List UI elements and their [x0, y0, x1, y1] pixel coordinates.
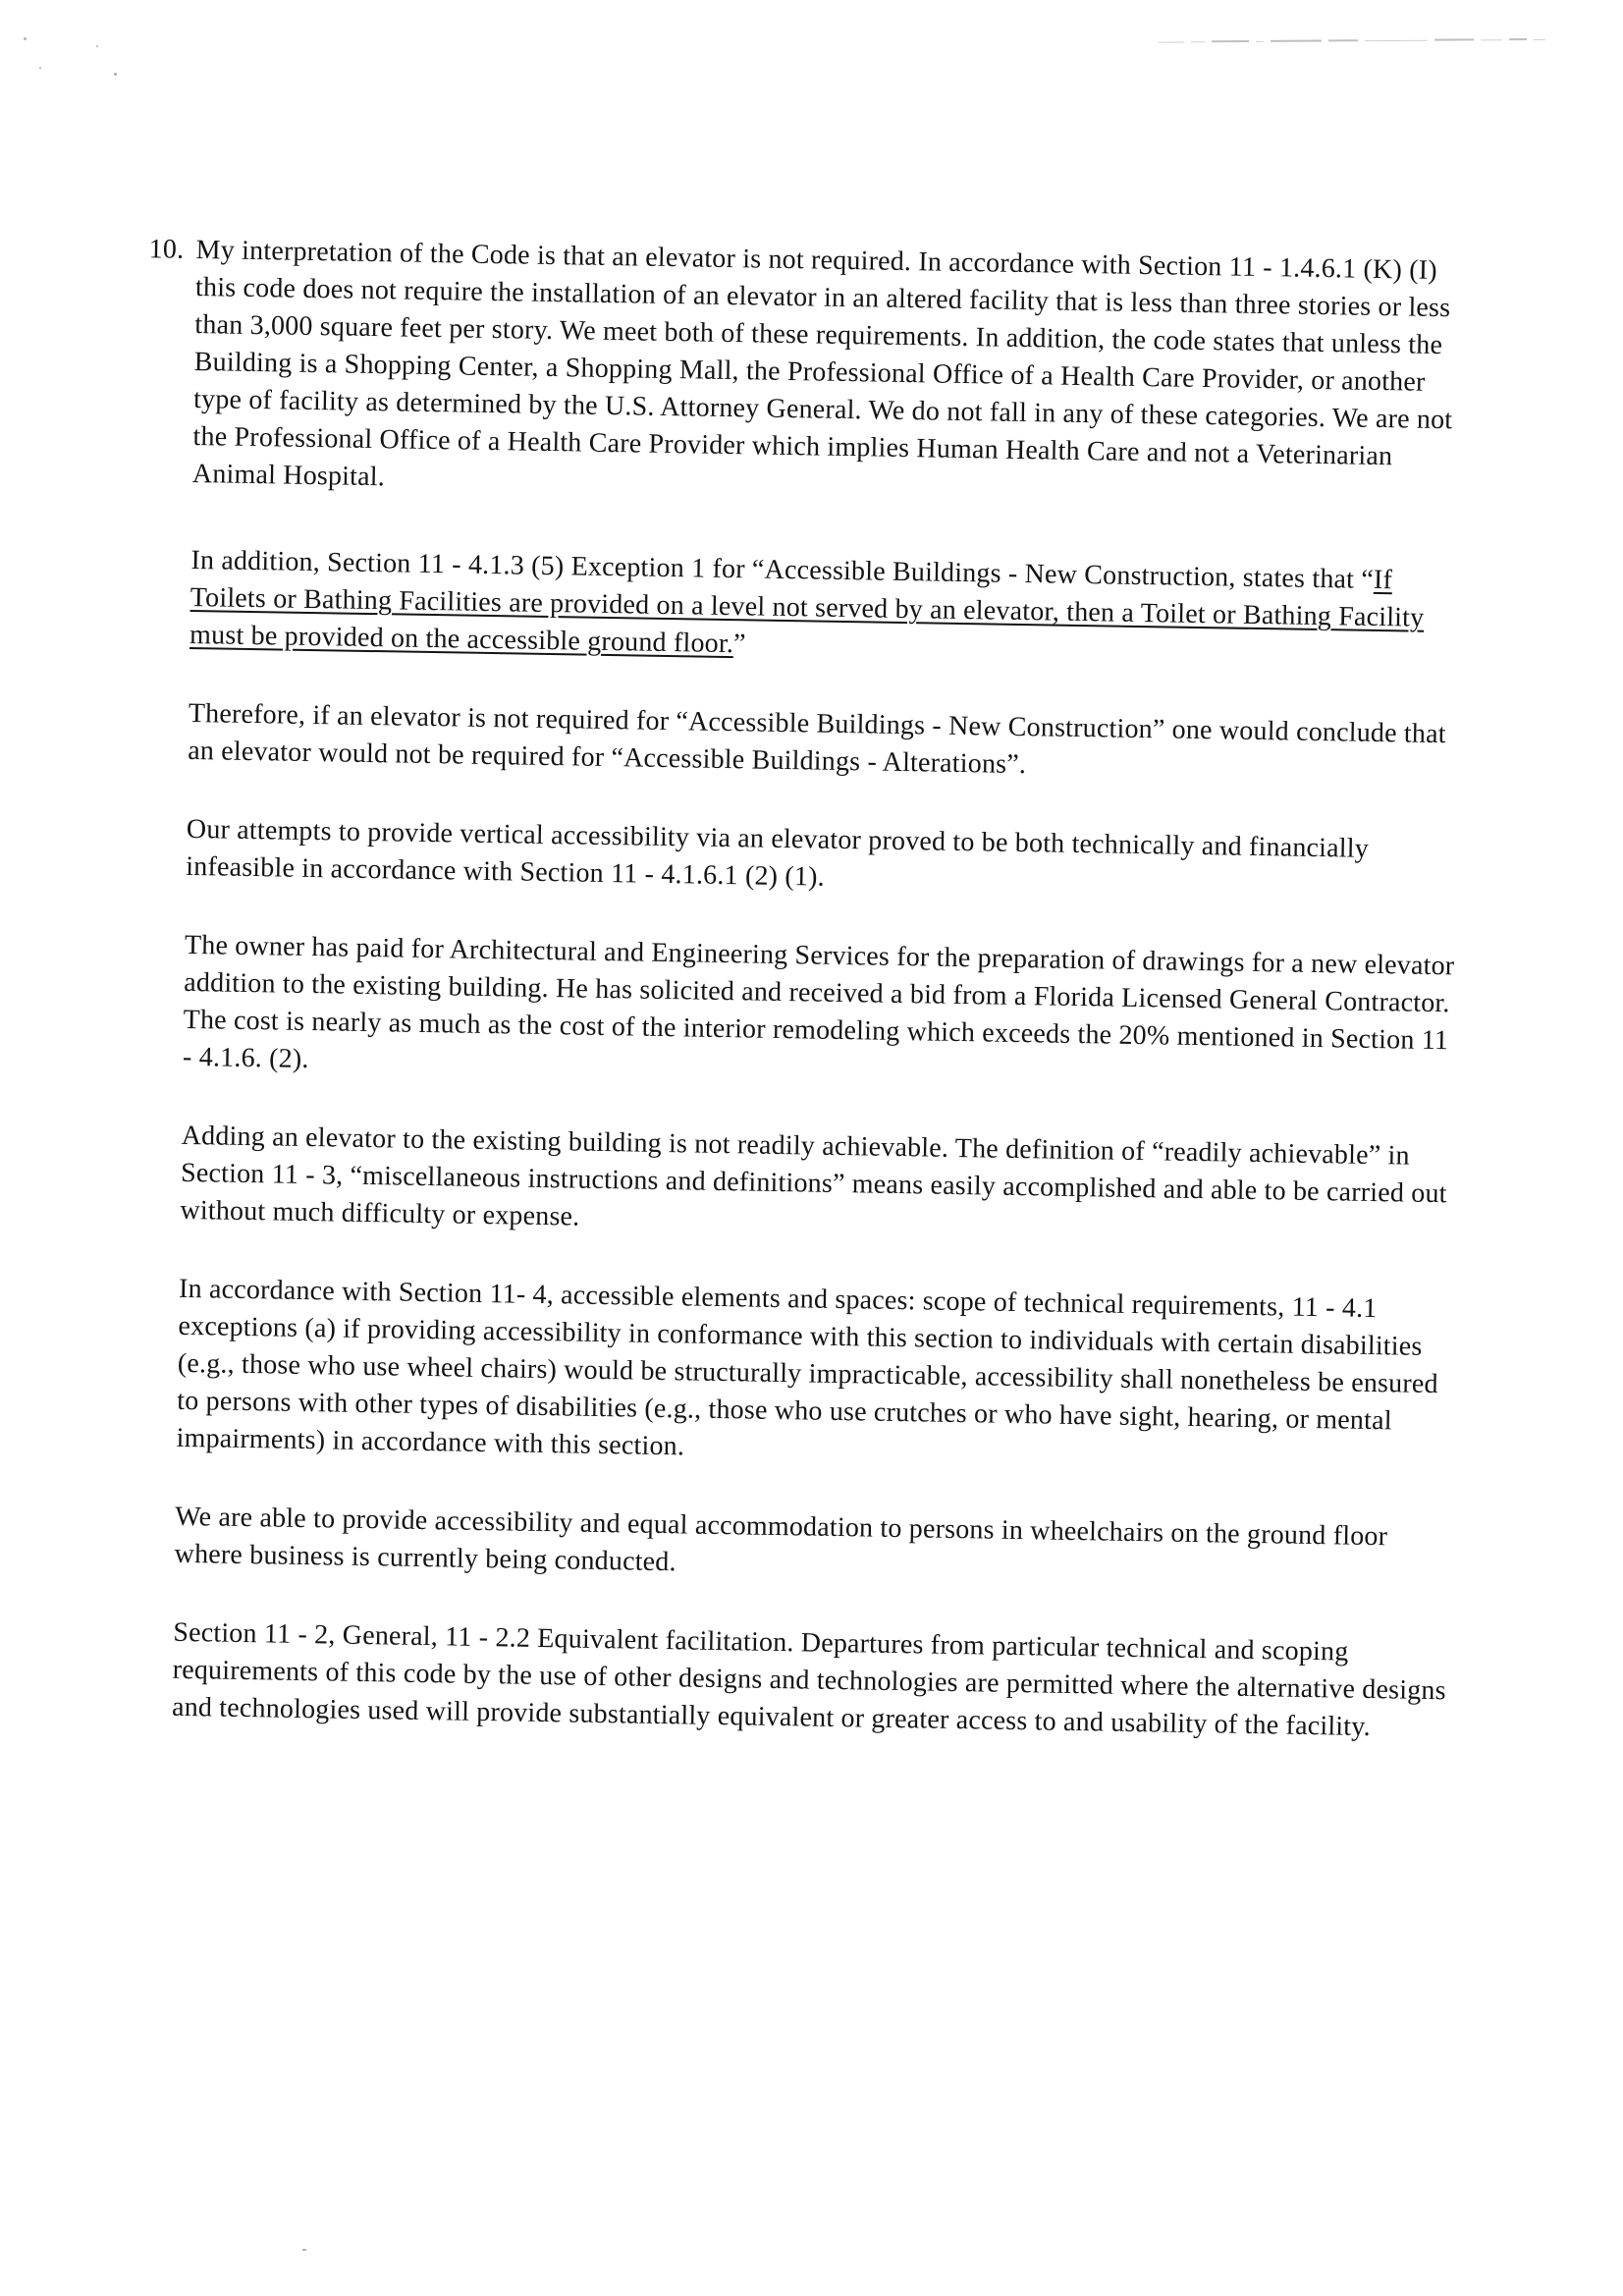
scan-artifact-speck [24, 37, 27, 40]
list-item-number: 10. [148, 234, 185, 265]
paragraph-5-text: The owner has paid for Architectural and Engineering Services for the preparation of drawings for a new elevator addition to the existing building. He has solicited and received a bid from a Florida Licensed General Contractor. The cost is nearly as much as the cost of the interior remodeling which exceeds the 20% mentioned in Section 11 - 4.1.6. (2). [182, 929, 1455, 1075]
paragraph-3 [188, 695, 1465, 792]
underlined-clause: If Toilets or Bathing Facilities are provided on a level not served by an elevator, then a Toilet or Bathing Facility must be provided on the accessible ground floor. [189, 564, 1425, 660]
paragraph-5 [183, 927, 1461, 1098]
paragraph-7 [176, 1271, 1455, 1479]
paragraph-6-text: Adding an elevator to the existing building is not readily achievable. The definition of “readily achievable” in Section 11 - 3, “miscellaneous instructions and definitions” means easily accomplished and able to be carried out without much difficulty or expense. [180, 1120, 1447, 1232]
paragraph-9 [172, 1614, 1450, 1748]
paragraph-2 [189, 542, 1468, 676]
paragraph-8-text: We are able to provide accessibility and equal accommodation to persons in wheelchairs on the ground floor where business is currently being conducted. [174, 1501, 1388, 1578]
paragraph-1 [148, 232, 1473, 515]
paragraph-4-text: Our attempts to provide vertical accessibility via an elevator proved to be both technically and financially infeasible in accordance with Section 11 - 4.1.6.1 (2) (1). [186, 813, 1370, 893]
paragraph-1-text: My interpretation of the Code is that an elevator is not required. In accordance with Section 11 - 1.4.6.1 (K) (I) this code does not require the installation of an elevator in an altered facility that is less than three stories or less than 3,000 square feet per story. We meet both of these requirements. In addition, the code states that unless the Building is a Shopping Center, a Shopping Mall, the Professional Office of a Health Care Provider, or another type of facility as determined by the U.S. Attorney General. We do not fall in any of these categories. We are not the Professional Office of a Health Care Provider which implies Human Health Care and not a Veterinarian Animal Hospital. [191, 234, 1453, 493]
paragraph-4 [186, 811, 1463, 907]
paragraph-8 [174, 1499, 1451, 1595]
scan-artifact-speck [114, 73, 117, 76]
paragraph-2-text-post: ” [732, 629, 746, 660]
paragraph-7-text: In accordance with Section 11- 4, accessible elements and spaces: scope of technical requirements, 11 - 4.1 exceptions (a) if providing accessibility in conformance with this section to individuals with certain disabilities (e.g., those who use wheel chairs) would be structurally impracticable, accessibility shall nonetheless be ensured to persons with other types of disabilities (e.g., those who use crutches or who have sight, hearing, or mental impairments) in accordance with this section. [176, 1273, 1438, 1462]
paragraph-9-text: Section 11 - 2, General, 11 - 2.2 Equivalent facilitation. Departures from particular technical and scoping requirements of this code by the use of other designs and technologies are permitted where the alternative designs and technologies used will provide substantially equivalent or greater access to and usability of the facility. [171, 1616, 1446, 1743]
paragraph-3-text: Therefore, if an elevator is not required for “Accessible Buildings - New Construction” one would conclude that an elevator would not be required for “Accessible Buildings - Alterations”. [187, 697, 1446, 781]
scan-artifact-speck [302, 2249, 306, 2251]
scan-artifact-speck [39, 67, 41, 69]
scan-artifact-speck [96, 45, 98, 47]
paragraph-6 [180, 1118, 1458, 1251]
scan-artifact-dashed-line [1159, 29, 1620, 46]
paragraph-2-text-pre: In addition, Section 11 - 4.1.3 (5) Exception 1 for “Accessible Buildings - New Construction, states that “ [190, 544, 1375, 595]
document-text [148, 232, 1473, 1788]
